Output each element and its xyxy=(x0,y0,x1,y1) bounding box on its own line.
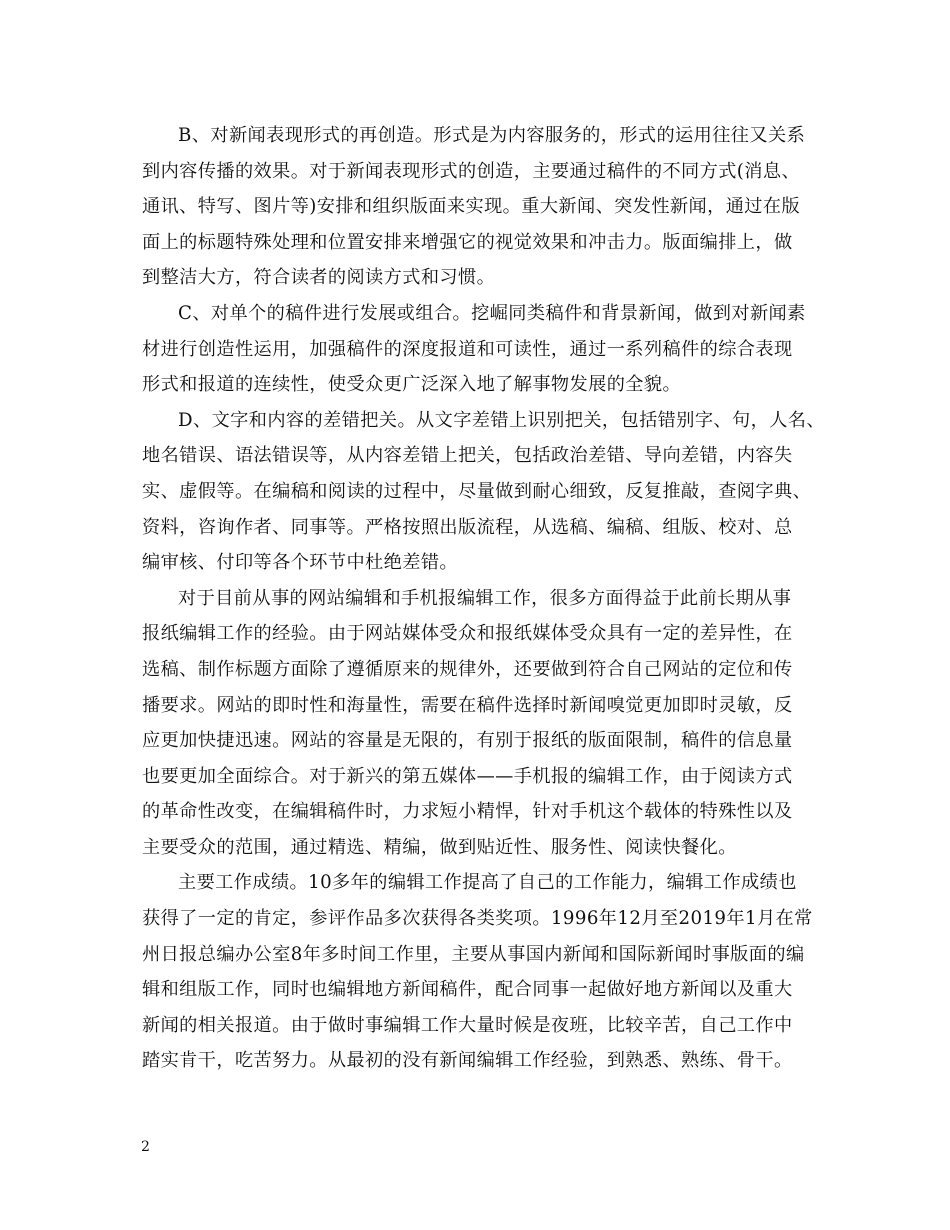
paragraph-b xyxy=(142,118,822,296)
text-line: 也要更加全面综合。对于新兴的第五媒体——手机报的编辑工作，由于阅读方式 xyxy=(142,765,793,787)
text-line: 编审核、付印等各个环节中杜绝差错。 xyxy=(142,552,458,574)
text-line: 州日报总编办公室8年多时间工作里，主要从事国内新闻和国际新闻时事版面的编 xyxy=(142,943,805,965)
paragraph-d xyxy=(142,403,825,581)
paragraph-website-work xyxy=(142,581,822,866)
text-line: 新闻的相关报道。由于做时事编辑工作大量时候是夜班，比较辛苦，自己工作中 xyxy=(142,1014,793,1036)
text-line: 应更加快捷迅速。网站的容量是无限的，有别于报纸的版面限制，稿件的信息量 xyxy=(142,730,793,752)
text-line: 到内容传播的效果。对于新闻表现形式的创造，主要通过稿件的不同方式(消息、 xyxy=(142,160,801,182)
text-line: 对于目前从事的网站编辑和手机报编辑工作，很多方面得益于此前长期从事 xyxy=(178,587,792,609)
text-line: 资料，咨询作者、同事等。严格按照出版流程，从选稿、编稿、组版、校对、总 xyxy=(142,516,793,538)
paragraph-c xyxy=(142,296,822,403)
text-line: 报纸编辑工作的经验。由于网站媒体受众和报纸媒体受众具有一定的差异性，在 xyxy=(142,623,793,645)
text-line: 面上的标题特殊处理和位置安排来增强它的视觉效果和冲击力。版面编排上，做 xyxy=(142,231,793,253)
text-line: 地名错误、语法错误等，从内容差错上把关，包括政治差错、导向差错，内容失 xyxy=(142,445,793,467)
text-line: C、对单个的稿件进行发展或组合。挖崛同类稿件和背景新闻，做到对新闻素 xyxy=(178,302,806,324)
text-line: 实、虚假等。在编稿和阅读的过程中，尽量做到耐心细致，反复推敲，查阅字典、 xyxy=(142,480,812,502)
text-line: 播要求。网站的即时性和海量性，需要在稿件选择时新闻嗅觉更加即时灵敏，反 xyxy=(142,694,793,716)
text-line: 主要工作成绩。10多年的编辑工作提高了自己的工作能力，编辑工作成绩也 xyxy=(178,872,797,894)
text-line: D、文字和内容的差错把关。从文字差错上识别把关，包括错别字、句，人名、 xyxy=(178,409,825,431)
paragraph-achievements xyxy=(142,865,822,1079)
text-line: 的革命性改变，在编辑稿件时，力求短小精悍，针对手机这个载体的特殊性以及 xyxy=(142,801,793,823)
text-line: 到整洁大方，符合读者的阅读方式和习惯。 xyxy=(142,267,496,289)
text-line: 主要受众的范围，通过精选、精编，做到贴近性、服务性、阅读快餐化。 xyxy=(142,836,737,858)
text-line: 通讯、特写、图片等)安排和组织版面来实现。重大新闻、突发性新闻，通过在版 xyxy=(142,196,801,218)
document-body xyxy=(142,118,825,1079)
text-line: 踏实肯干，吃苦努力。从最初的没有新闻编辑工作经验，到熟悉、熟练、骨干。 xyxy=(142,1050,793,1072)
text-line: 辑和组版工作，同时也编辑地方新闻稿件，配合同事一起做好地方新闻以及重大 xyxy=(142,979,793,1001)
text-line: 获得了一定的肯定，参评作品多次获得各类奖项。1996年12月至2019年1月在常 xyxy=(142,908,813,930)
text-line: 形式和报道的连续性，使受众更广泛深入地了解事物发展的全貌。 xyxy=(142,374,682,396)
text-line: 选稿、制作标题方面除了遵循原来的规律外，还要做到符合自己网站的定位和传 xyxy=(142,658,793,680)
text-line: B、对新闻表现形式的再创造。形式是为内容服务的，形式的运用往往又关系 xyxy=(178,125,806,146)
page-number: 2 xyxy=(141,1139,150,1155)
text-line: 材进行创造性运用，加强稿件的深度报道和可读性，通过一系列稿件的综合表现 xyxy=(142,338,793,360)
